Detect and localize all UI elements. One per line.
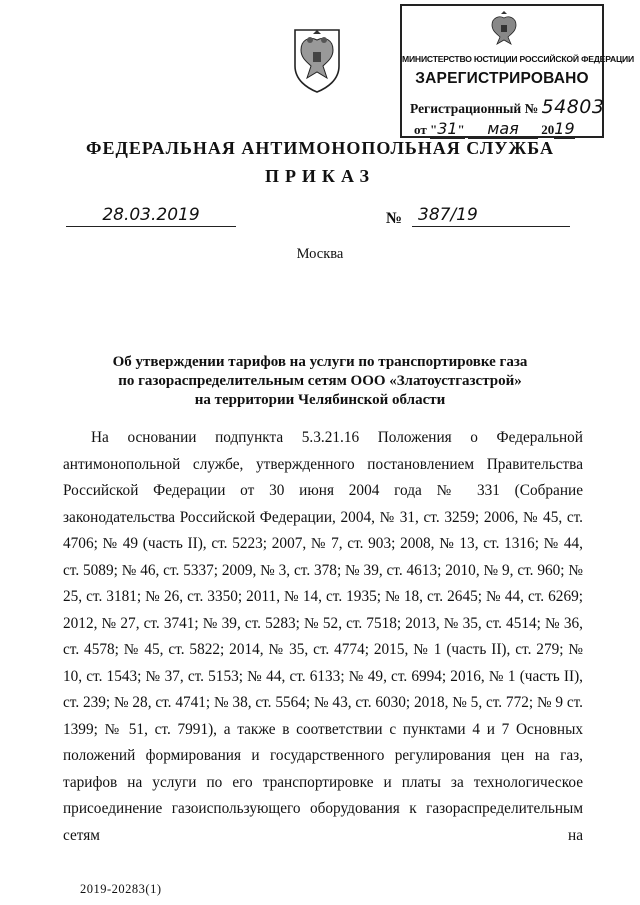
coat-of-arms-icon <box>287 26 347 94</box>
subject-line-3: на территории Челябинской области <box>194 392 446 408</box>
order-number-label: № <box>386 210 403 227</box>
order-number: 387/19 <box>412 205 570 227</box>
stamp-reg-number-handwritten: 54803 <box>541 96 605 118</box>
document-code: 2019-20283(1) <box>80 882 162 896</box>
body-text <box>63 425 583 849</box>
stamp-registered-label: ЗАРЕГИСТРИРОВАНО <box>415 70 589 87</box>
agency-name: ФЕДЕРАЛЬНАЯ АНТИМОНОПОЛЬНАЯ СЛУЖБА <box>86 138 554 158</box>
stamp-coat-of-arms-icon <box>486 10 522 48</box>
registration-stamp <box>400 4 635 138</box>
subject-line-1: Об утверждении тарифов на услуги по транспортировке газа <box>112 354 528 370</box>
stamp-date-prefix: от <box>414 122 427 137</box>
order-subject <box>60 353 580 410</box>
city: Москва <box>296 246 344 262</box>
stamp-date-year-suffix: 19 <box>554 119 575 138</box>
stamp-registration-date: от "31" мая 2019 <box>414 119 575 138</box>
body-paragraph: На основании подпункта 5.3.21.16 Положения о Федеральной антимонопольной службе, утвержденного постановлением Правительства Российской Федерации от 30 июня 2004 года № 331 (Собрание законодательства Российской Федерации, 2004, № 31, ст. 3259; 2006, № 45, ст. 4706; № 49 (часть II), ст. 5223; 2007, № 7, ст. 903; 2008, № 13, ст. 1316; № 44, ст. 5089; № 46, ст. 5337; 2009, № 3, ст. 378; № 39, ст. 4613; 2010, № 9, ст. 960; № 25, ст. 3181; № 26, ст. 3350; 2011, № 14, ст. 1935; № 18, ст. 2645; № 44, ст. 6269; 2012, № 27, ст. 3741; № 39, ст. 5283; № 52, ст. 7518; 2013, № 35, ст. 4514; № 36, ст. 4578; № 45, ст. 5822; 2014, № 35, ст. 4774; 2015, № 1 (часть II), ст. 279; № 10, ст. 1543; № 37, ст. 5153; № 44, ст. 6133; № 49, ст. 6994; 2016, № 1 (часть II), ст. 239; № 28, ст. 4741; № 38, ст. 5564; № 43, ст. 6030; 2018, № 5, ст. 772; № 9 ст. 1399; № 51, ст. 7991), а также в соответствии с пунктами 4 и 7 Основных положений формирования и государственного регулирования цен на газ, тарифов на услуги по его транспортировке и платы за технологическое присоединение газоиспользующего оборудования к газораспределительным сетям на <box>63 429 583 844</box>
stamp-registration-number <box>410 96 604 118</box>
subject-line-2: по газораспределительным сетям ООО «Златоустгазстрой» <box>118 373 522 389</box>
stamp-date-month: мая <box>468 119 538 139</box>
stamp-date-day: 31 <box>437 119 458 138</box>
stamp-date-year-prefix: 20 <box>541 122 555 137</box>
stamp-ministry: МИНИСТЕРСТВО ЮСТИЦИИ РОССИЙСКОЙ ФЕДЕРАЦИИ <box>402 54 635 64</box>
order-date: 28.03.2019 <box>66 205 236 227</box>
order-title: ПРИКАЗ <box>264 166 376 186</box>
stamp-reg-label: Регистрационный № <box>410 101 539 116</box>
